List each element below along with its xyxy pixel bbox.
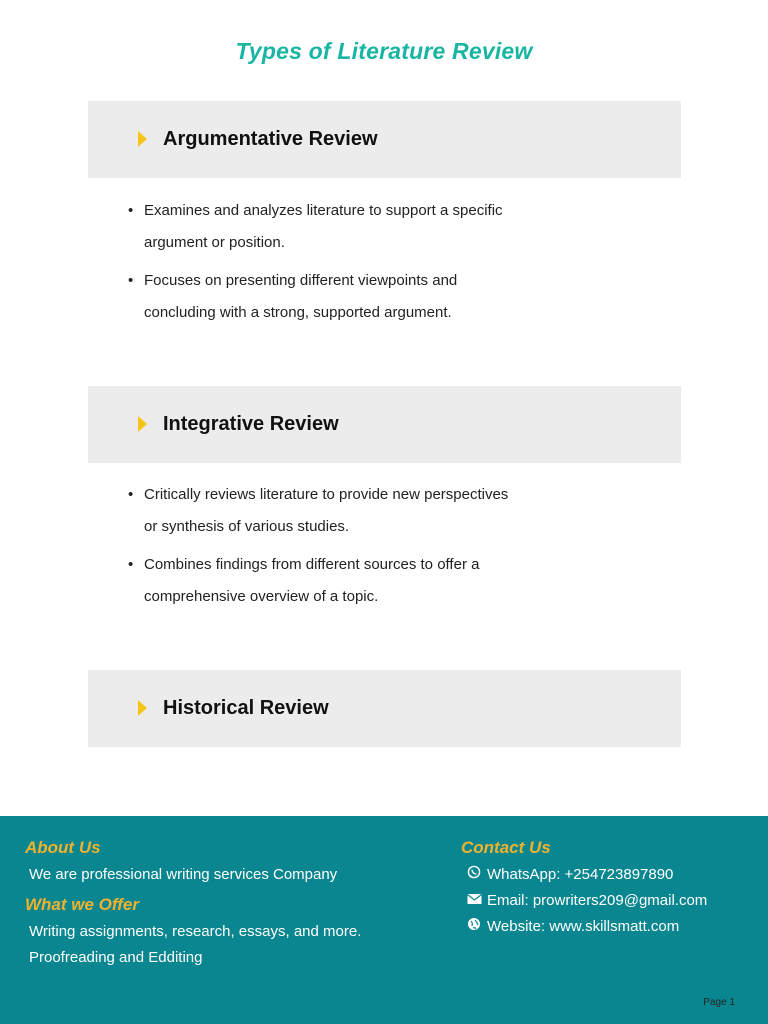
bullet-dot: •	[128, 202, 134, 219]
email-contact[interactable]	[467, 888, 707, 914]
section-bullets-argumentative	[128, 195, 548, 335]
bullet-line: or synthesis of various studies.	[144, 518, 350, 535]
bullet-dot: •	[128, 272, 134, 289]
offer-text-1: Writing assignments, research, essays, and more.	[29, 923, 362, 940]
bullet-line: concluding with a strong, supported argument.	[144, 304, 452, 321]
about-heading: About Us	[25, 838, 101, 857]
bullet-dot: •	[128, 556, 134, 573]
whatsapp-contact[interactable]	[467, 862, 673, 888]
list-item	[128, 549, 548, 613]
bullet-line: comprehensive overview of a topic.	[144, 588, 379, 605]
about-text: We are professional writing services Company	[29, 866, 338, 883]
bullet-line: argument or position.	[144, 234, 285, 251]
section-bullets-integrative	[128, 479, 548, 619]
envelope-icon	[467, 888, 483, 914]
list-item	[128, 195, 548, 259]
website-text: Website: www.skillsmatt.com	[487, 918, 680, 935]
website-contact[interactable]	[467, 914, 679, 940]
whatsapp-text: WhatsApp: +254723897890	[487, 866, 674, 883]
section-heading: Argumentative Review	[163, 128, 378, 150]
page-title: Types of Literature Review	[235, 38, 533, 64]
globe-icon	[467, 914, 483, 940]
caret-right-icon	[138, 131, 147, 147]
bullet-dot: •	[128, 486, 134, 503]
caret-right-icon	[138, 416, 147, 432]
contact-heading: Contact Us	[461, 838, 551, 857]
offer-text-2: Proofreading and Edditing	[29, 949, 203, 966]
footer	[0, 816, 768, 1024]
section-heading: Historical Review	[163, 697, 329, 719]
whatsapp-icon	[467, 862, 483, 888]
list-item	[128, 479, 548, 543]
bullet-line: Critically reviews literature to provide new perspectives	[144, 486, 509, 503]
email-text: Email: prowriters209@gmail.com	[487, 892, 708, 909]
section-header-argumentative	[88, 101, 681, 178]
section-heading: Integrative Review	[163, 413, 339, 435]
section-header-historical	[88, 670, 681, 747]
section-header-integrative	[88, 386, 681, 463]
caret-right-icon	[138, 700, 147, 716]
offer-heading: What we Offer	[25, 895, 139, 914]
bullet-line: Focuses on presenting different viewpoints and	[144, 272, 458, 289]
page-number: Page 1	[703, 997, 735, 1008]
list-item	[128, 265, 548, 329]
bullet-line: Examines and analyzes literature to support a specific	[144, 202, 503, 219]
bullet-line: Combines findings from different sources to offer a	[144, 556, 480, 573]
